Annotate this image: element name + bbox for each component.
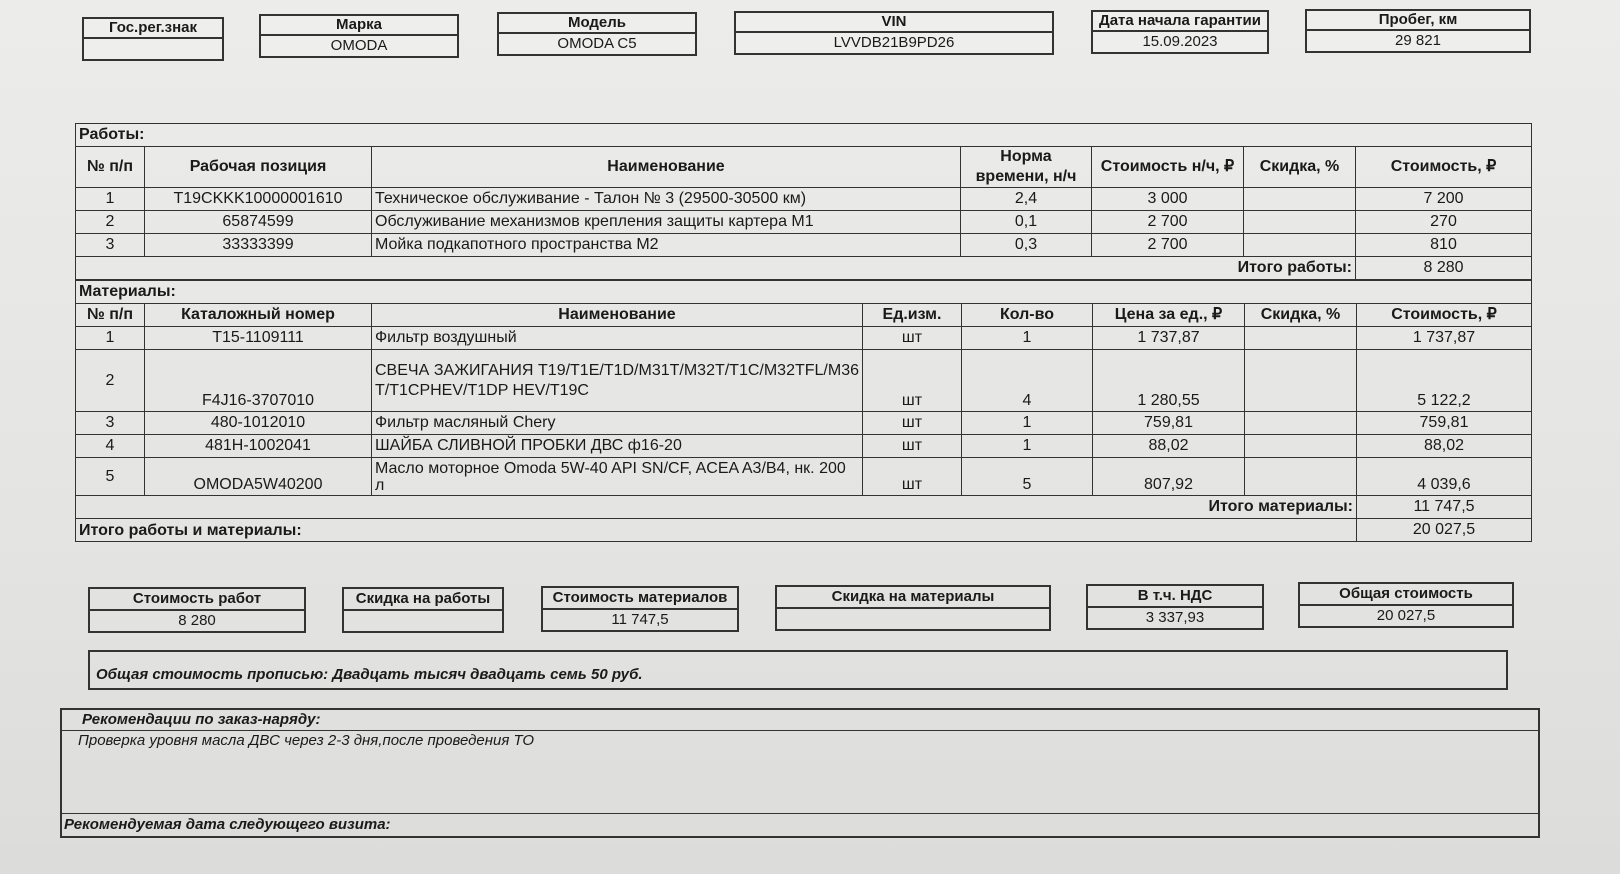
field-value: 11 747,5: [611, 611, 669, 628]
cell: 759,81: [1357, 412, 1532, 435]
column-header: Цена за ед., ₽: [1093, 304, 1245, 327]
materials-table: [75, 280, 1532, 542]
cell: 1: [962, 327, 1093, 350]
header-field-vin: [734, 11, 1054, 55]
field-value: OMODA: [330, 37, 388, 54]
header-field-warranty-date: [1091, 10, 1269, 54]
column-header: Норма времени, н/ч: [961, 147, 1092, 188]
field-label: Общая стоимость: [1300, 584, 1512, 606]
cell: шт: [863, 435, 962, 458]
table-row: [76, 211, 1532, 234]
cell: ШАЙБА СЛИВНОЙ ПРОБКИ ДВС ф16-20: [372, 435, 863, 458]
cell: 3: [76, 412, 145, 435]
column-header: Рабочая позиция: [145, 147, 372, 188]
field-label: Дата начала гарантии: [1093, 12, 1267, 32]
cell: [1245, 458, 1357, 496]
cell: [1245, 327, 1357, 350]
field-value: 20 027,5: [1376, 607, 1436, 624]
cell: 88,02: [1093, 435, 1245, 458]
cell: шт: [863, 412, 962, 435]
cell: 88,02: [1357, 435, 1532, 458]
cell: Техническое обслуживание - Талон № 3 (29500-30500 км): [372, 188, 961, 211]
summary-total-cost: [1298, 582, 1514, 628]
field-label: Скидка на материалы: [777, 587, 1049, 609]
materials-section-title: Материалы:: [76, 281, 1532, 304]
cell: 1: [76, 327, 145, 350]
cell: 1 737,87: [1093, 327, 1245, 350]
column-header: Наименование: [372, 147, 961, 188]
table-row: [76, 435, 1532, 458]
table-row: [76, 350, 1532, 412]
cell: T15-1109111: [145, 327, 372, 350]
field-value: [777, 609, 1049, 629]
cell: Фильтр воздушный: [372, 327, 863, 350]
field-label: В т.ч. НДС: [1088, 586, 1262, 608]
column-header: № п/п: [76, 147, 145, 188]
field-label: Гос.рег.знак: [84, 19, 222, 39]
field-value: OMODA C5: [557, 35, 637, 52]
cell: Масло моторное Omoda 5W-40 API SN/CF, ACEA A3/B4, нк. 200 л: [372, 458, 863, 496]
column-header: Стоимость, ₽: [1357, 304, 1532, 327]
cell: 0,3: [961, 234, 1092, 257]
column-header: № п/п: [76, 304, 145, 327]
header-field-mileage: [1305, 9, 1531, 53]
works-total-label: Итого работы:: [76, 257, 1356, 280]
cell: 65874599: [145, 211, 372, 234]
cell: 480-1012010: [145, 412, 372, 435]
summary-materials-discount: [775, 585, 1051, 631]
total-in-words: Общая стоимость прописью: Двадцать тысяч двадцать семь 50 руб.: [88, 650, 1508, 690]
recommendations-title: Рекомендации по заказ-наряду:: [62, 710, 1538, 731]
cell: T19CKKK10000001610: [145, 188, 372, 211]
column-header: Каталожный номер: [145, 304, 372, 327]
cell: [1245, 412, 1357, 435]
cell: 5: [962, 458, 1093, 496]
cell: 1 280,55: [1093, 350, 1245, 412]
cell: СВЕЧА ЗАЖИГАНИЯ T19/T1E/T1D/M31T/M32T/T1C/M32TFL/M36T/T1CPHEV/T1DP HEV/T19C: [372, 350, 863, 412]
cell: 3: [76, 234, 145, 257]
column-header: Скидка, %: [1245, 304, 1357, 327]
field-label: Пробег, км: [1307, 11, 1529, 31]
cell: Мойка подкапотного пространства М2: [372, 234, 961, 257]
cell: 807,92: [1093, 458, 1245, 496]
field-label: Стоимость материалов: [543, 588, 737, 610]
field-value: LVVDB21B9PD26: [833, 34, 955, 51]
grand-total-value: 20 027,5: [1357, 519, 1532, 542]
field-label: VIN: [736, 13, 1052, 33]
cell: Фильтр масляный Chery: [372, 412, 863, 435]
field-value: [84, 39, 222, 59]
field-label: Скидка на работы: [344, 589, 502, 611]
cell: 1: [962, 435, 1093, 458]
table-row: [76, 188, 1532, 211]
cell: 4 039,6: [1357, 458, 1532, 496]
column-header: Кол-во: [962, 304, 1093, 327]
summary-materials-cost: [541, 586, 739, 632]
cell: [1244, 211, 1356, 234]
cell: 33333399: [145, 234, 372, 257]
header-field-plate: [82, 17, 224, 61]
field-label: Марка: [261, 16, 457, 36]
field-value: 29 821: [1395, 32, 1441, 49]
cell: 270: [1356, 211, 1532, 234]
cell: 4: [962, 350, 1093, 412]
field-value: [344, 611, 502, 631]
cell: 481H-1002041: [145, 435, 372, 458]
header-field-make: [259, 14, 459, 58]
cell: 3 000: [1092, 188, 1244, 211]
cell: 1: [962, 412, 1093, 435]
recommendations-box: [60, 708, 1540, 838]
cell: [1244, 188, 1356, 211]
cell: 2: [76, 211, 145, 234]
cell: 5: [76, 458, 145, 496]
cell: 759,81: [1093, 412, 1245, 435]
cell: 2 700: [1092, 234, 1244, 257]
materials-total-label: Итого материалы:: [76, 496, 1357, 519]
column-header: Ед.изм.: [863, 304, 962, 327]
column-header: Стоимость н/ч, ₽: [1092, 147, 1244, 188]
cell: шт: [863, 350, 962, 412]
summary-works-discount: [342, 587, 504, 633]
cell: 1: [76, 188, 145, 211]
column-header: Наименование: [372, 304, 863, 327]
column-header: Скидка, %: [1244, 147, 1356, 188]
cell: 2,4: [961, 188, 1092, 211]
cell: 2 700: [1092, 211, 1244, 234]
table-row: [76, 327, 1532, 350]
recommendations-text: Проверка уровня масла ДВС через 2-3 дня,после проведения ТО: [78, 732, 535, 749]
cell: F4J16-3707010: [145, 350, 372, 412]
field-value: 8 280: [178, 612, 216, 629]
works-total-value: 8 280: [1356, 257, 1532, 280]
cell: шт: [863, 458, 962, 496]
cell: 7 200: [1356, 188, 1532, 211]
table-row: [76, 412, 1532, 435]
next-visit-label: Рекомендуемая дата следующего визита:: [62, 813, 1538, 836]
table-row: [76, 458, 1532, 496]
summary-works-cost: [88, 587, 306, 633]
column-header: Стоимость, ₽: [1356, 147, 1532, 188]
cell: [1244, 234, 1356, 257]
cell: OMODA5W40200: [145, 458, 372, 496]
cell: 5 122,2: [1357, 350, 1532, 412]
cell: [1245, 350, 1357, 412]
summary-vat: [1086, 584, 1264, 630]
materials-total-value: 11 747,5: [1357, 496, 1532, 519]
field-label: Модель: [499, 14, 695, 34]
cell: 4: [76, 435, 145, 458]
works-table: [75, 123, 1532, 280]
grand-total-label: Итого работы и материалы:: [76, 519, 1357, 542]
works-section-title: Работы:: [76, 124, 1532, 147]
cell: 2: [76, 350, 145, 412]
header-field-model: [497, 12, 697, 56]
cell: [1245, 435, 1357, 458]
cell: шт: [863, 327, 962, 350]
field-value: 15.09.2023: [1142, 33, 1218, 50]
table-row: [76, 234, 1532, 257]
field-label: Стоимость работ: [90, 589, 304, 611]
cell: 0,1: [961, 211, 1092, 234]
cell: 810: [1356, 234, 1532, 257]
field-value: 3 337,93: [1145, 609, 1205, 626]
cell: 1 737,87: [1357, 327, 1532, 350]
cell: Обслуживание механизмов крепления защиты картера М1: [372, 211, 961, 234]
